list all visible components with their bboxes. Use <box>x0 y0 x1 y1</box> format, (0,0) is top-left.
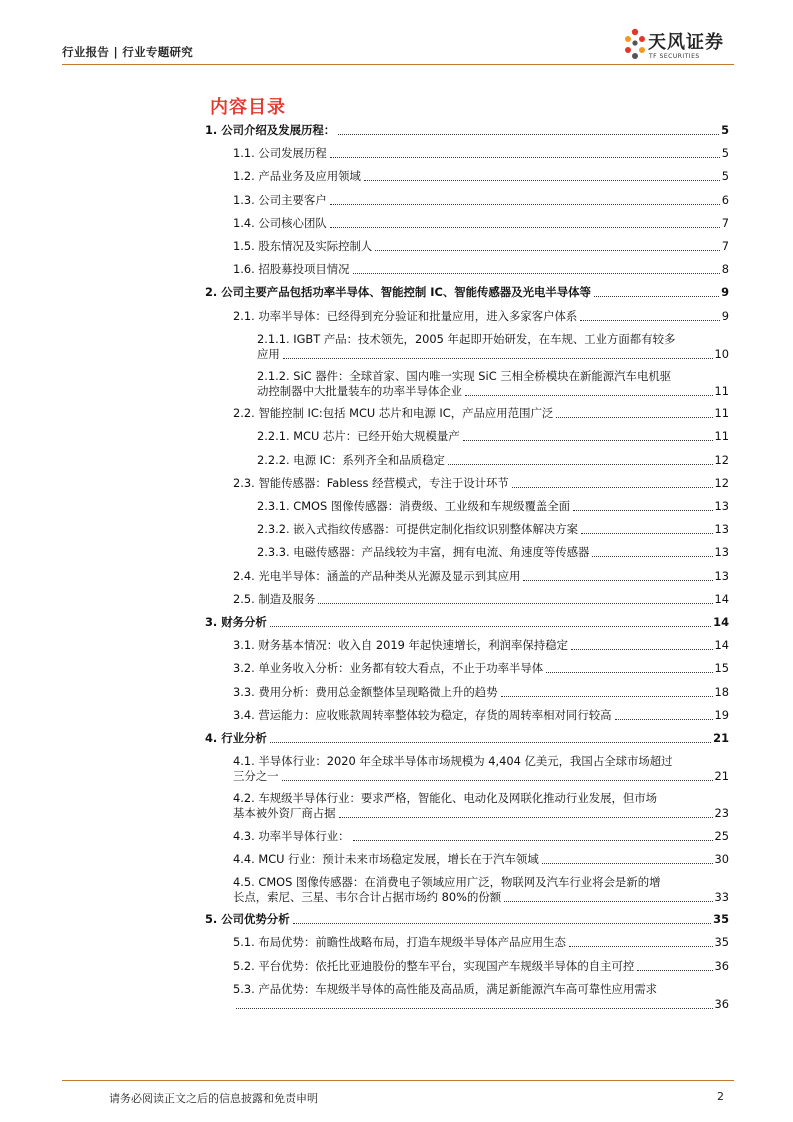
toc-leader-dots <box>573 510 712 511</box>
toc-leader-dots <box>330 204 720 205</box>
toc-entry-number: 2.3.2. <box>257 522 290 537</box>
toc-entry-text: CMOS 图像传感器：在消费电子领域应用广泛，物联网及汽车行业将会是新的增 <box>258 875 661 889</box>
toc-entry-number: 1.6. <box>233 262 255 277</box>
toc-leader-dots <box>283 358 713 359</box>
toc-entry-number: 2.2.2. <box>257 452 290 467</box>
toc-entry[interactable] <box>205 829 729 844</box>
toc-entry[interactable] <box>205 146 729 161</box>
toc-entry-number: 2.4. <box>233 568 255 583</box>
toc-entry-continuation: 长点，索尼、三星、韦尔合计占据市场约 80%的份额 <box>233 890 502 904</box>
toc-entry-number: 4.2. <box>233 791 255 806</box>
toc-entry-continuation: 应用 <box>257 346 280 361</box>
toc-entry-text: 公司优势分析 <box>221 912 290 927</box>
toc-entry[interactable] <box>205 545 729 560</box>
toc-leader-dots <box>581 533 712 534</box>
toc-entry-page: 14 <box>714 638 729 653</box>
toc-entry[interactable] <box>205 332 729 362</box>
toc-leader-dots <box>580 320 719 321</box>
toc-entry[interactable] <box>205 912 729 927</box>
toc-entry-number: 4.3. <box>233 828 255 843</box>
toc-leader-dots <box>512 487 713 488</box>
toc-entry[interactable] <box>205 522 729 537</box>
toc-entry-page: 5 <box>721 146 729 161</box>
toc-entry-continuation: 三分之一 <box>233 769 279 784</box>
toc-leader-dots <box>375 250 719 251</box>
toc-leader-dots <box>615 719 713 720</box>
toc-entry[interactable] <box>205 959 729 974</box>
toc-entry-page: 5 <box>721 123 729 137</box>
toc-entry-text: 行业分析 <box>221 731 267 745</box>
toc-entry-text: 功率半导体：已经得到充分验证和批量应用，进入多家客户体系 <box>258 308 578 323</box>
toc-entry-text: 光电半导体：涵盖的产品种类从光源及显示到其应用 <box>258 568 521 583</box>
toc-entry-text: 招股募投项目情况 <box>258 262 350 277</box>
toc-leader-dots <box>523 580 712 581</box>
toc-entry-text: 股东情况及实际控制人 <box>258 239 373 253</box>
toc-entry-number: 2.2.1. <box>257 429 290 444</box>
toc-entry-text: CMOS 图像传感器：消费级、工业级和车规级覆盖全面 <box>293 499 571 513</box>
toc-entry[interactable] <box>205 123 729 138</box>
toc-entry-text: MCU 行业：预计未来市场稳定发展，增长在于汽车领域 <box>258 851 539 866</box>
toc-entry-page: 5 <box>721 169 729 184</box>
toc-entry-text: 营运能力：应收账款周转率整体较为稳定，存货的周转率相对同行较高 <box>258 707 612 722</box>
footer-page-number: 2 <box>717 1090 724 1103</box>
toc-entry[interactable] <box>205 476 729 491</box>
toc-entry-page: 33 <box>714 890 729 904</box>
toc-entry-number: 2.1. <box>233 308 255 323</box>
toc-title: 内容目录 <box>210 97 286 118</box>
toc-entry-number: 2.5. <box>233 591 255 606</box>
company-logo <box>622 24 742 68</box>
toc-entry-page: 36 <box>714 958 729 973</box>
toc-entry-page: 14 <box>713 615 729 629</box>
toc-entry-page: 9 <box>721 285 729 300</box>
toc-leader-dots <box>546 672 712 673</box>
toc-entry-number: 5. <box>205 912 218 927</box>
toc-leader-dots <box>556 417 712 418</box>
toc-entry-page: 19 <box>714 707 729 722</box>
toc-leader-dots <box>465 395 712 396</box>
toc-entry-number: 1.5. <box>233 239 255 253</box>
toc-entry-text: 公司主要产品包括功率半导体、智能控制 IC、智能传感器及光电半导体等 <box>221 285 591 300</box>
toc-entry-number: 2.1.2. <box>257 369 290 383</box>
toc-entry[interactable] <box>205 708 729 723</box>
toc-entry-page: 13 <box>714 568 729 583</box>
toc-entry-text: 车规级半导体行业：要求严格，智能化、电动化及网联化推动行业发展，但市场 <box>258 791 658 806</box>
toc-entry[interactable] <box>205 754 729 784</box>
toc-entry-page: 13 <box>714 522 729 537</box>
toc-entry-text: 智能传感器：Fabless 经营模式，专注于设计环节 <box>258 475 509 490</box>
toc-entry-text: 智能控制 IC:包括 MCU 芯片和电源 IC，产品应用范围广泛 <box>258 406 554 421</box>
toc-entry-text: 电磁传感器：产品线较为丰富，拥有电流、角速度等传感器 <box>293 545 590 560</box>
toc-entry-text: 财务基本情况：收入自 2019 年起快速增长，利润率保持稳定 <box>258 638 568 653</box>
logo-chinese-name: 天风证券 <box>648 32 724 53</box>
toc-entry-text: 财务分析 <box>221 615 267 629</box>
toc-entry-page: 21 <box>713 731 729 745</box>
toc-entry[interactable] <box>205 935 729 950</box>
toc-entry[interactable] <box>205 685 729 700</box>
toc-leader-dots <box>571 649 713 650</box>
toc-entry-page: 10 <box>714 346 729 361</box>
toc-entry[interactable] <box>205 262 729 277</box>
toc-entry-text: 半导体行业：2020 年全球半导体市场规模为 4,404 亿美元，我国占全球市场超过 <box>258 754 673 769</box>
toc-entry-number: 3.3. <box>233 684 255 699</box>
toc-entry[interactable] <box>205 875 729 905</box>
toc-entry[interactable] <box>205 216 729 231</box>
toc-entry-number: 2.1.1. <box>257 331 290 346</box>
toc-entry-number: 3.4. <box>233 707 255 722</box>
toc-entry-page: 13 <box>714 545 729 560</box>
toc-entry[interactable] <box>205 592 729 607</box>
logo-flower-icon <box>622 26 648 66</box>
toc-entry-text: 平台优势：依托比亚迪股份的整车平台，实现国产车规级半导体的自主可控 <box>258 958 635 973</box>
toc-entry-number: 5.1. <box>233 935 255 950</box>
toc-entry[interactable] <box>205 615 729 630</box>
toc-leader-dots <box>463 440 713 441</box>
toc-entry[interactable] <box>205 239 729 254</box>
toc-leader-dots <box>338 134 719 135</box>
toc-entry-text: MCU 芯片：已经开始大规模量产 <box>293 429 460 444</box>
header-divider <box>62 64 734 65</box>
toc-entry-page: 15 <box>714 661 729 676</box>
toc-entry-text: 公司主要客户 <box>258 192 327 207</box>
toc-leader-dots <box>236 1008 713 1009</box>
toc-entry-number: 3. <box>205 615 218 629</box>
toc-entry[interactable] <box>205 791 729 821</box>
footer-disclaimer: 请务必阅读正文之后的信息披露和免责申明 <box>109 1092 318 1105</box>
toc-entry-continuation: 基本被外资厂商占据 <box>233 806 336 821</box>
toc-entry-text: 公司发展历程 <box>258 146 327 161</box>
toc-entry-text: 制造及服务 <box>258 591 316 606</box>
toc-leader-dots <box>270 742 711 743</box>
toc-entry[interactable] <box>205 193 729 208</box>
toc-leader-dots <box>501 696 713 697</box>
toc-entry-continuation: 动控制器中大批量装车的功率半导体企业 <box>257 384 463 398</box>
toc-entry-number: 3.1. <box>233 638 255 653</box>
toc-entry[interactable] <box>205 309 729 324</box>
toc-entry-page: 36 <box>714 996 729 1011</box>
toc-entry-text: 嵌入式指纹传感器：可提供定制化指纹识别整体解决方案 <box>293 522 579 537</box>
toc-entry-number: 4. <box>205 731 218 745</box>
toc-entry-text: 产品业务及应用领域 <box>258 169 361 184</box>
toc-entry[interactable] <box>205 429 729 444</box>
toc-entry-number: 2.3. <box>233 475 255 490</box>
toc-entry-page: 35 <box>714 935 729 950</box>
toc-leader-dots <box>594 296 719 297</box>
toc-entry-number: 4.4. <box>233 851 255 866</box>
toc-entry-number: 1. <box>205 123 218 137</box>
toc-entry[interactable] <box>205 638 729 653</box>
toc-entry-page: 11 <box>714 406 729 421</box>
toc-leader-dots <box>542 863 713 864</box>
toc-entry[interactable] <box>205 406 729 421</box>
toc-entry-text: SiC 器件：全球首家、国内唯一实现 SiC 三相全桥模块在新能源汽车电机驱 <box>293 369 672 383</box>
toc-entry-text: 功率半导体行业： <box>258 828 350 843</box>
toc-entry[interactable] <box>205 499 729 514</box>
toc-entry-number: 1.1. <box>233 146 255 161</box>
toc-entry-page: 9 <box>721 308 729 323</box>
toc-entry-number: 4.1. <box>233 754 255 769</box>
toc-entry-number: 1.4. <box>233 215 255 230</box>
toc-entry-number: 1.2. <box>233 169 255 184</box>
toc-entry-page: 8 <box>721 262 729 277</box>
toc-entry[interactable] <box>205 369 729 399</box>
toc-entry-number: 5.3. <box>233 981 255 996</box>
logo-english-name: TF SECURITIES <box>649 53 700 60</box>
toc-entry[interactable] <box>205 731 729 746</box>
toc-entry[interactable] <box>205 852 729 867</box>
toc-entry-page: 14 <box>714 591 729 606</box>
toc-entry-page: 18 <box>714 684 729 699</box>
toc-entry-text: IGBT 产品：技术领先，2005 年起即开始研发，在车规、工业方面都有较多 <box>293 331 676 346</box>
toc-entry-page: 12 <box>714 475 729 490</box>
toc-entry-page: 30 <box>714 851 729 866</box>
toc-entry-page: 35 <box>713 912 729 927</box>
toc-entry[interactable] <box>205 982 729 1012</box>
toc-entry-number: 2. <box>205 285 218 300</box>
toc-entry-text: 产品优势：车规级半导体的高性能及高品质，满足新能源汽车高可靠性应用需求 <box>258 981 658 996</box>
toc-entry-text: 单业务收入分析：业务都有较大看点，不止于功率半导体 <box>258 661 544 676</box>
toc-entry-text: 布局优势：前瞻性战略布局，打造车规级半导体产品应用生态 <box>258 935 566 950</box>
toc-leader-dots <box>364 180 720 181</box>
toc-leader-dots <box>637 970 712 971</box>
toc-leader-dots <box>592 556 712 557</box>
toc-entry-number: 4.5. <box>233 875 255 889</box>
toc-leader-dots <box>353 273 720 274</box>
toc-entry-page: 21 <box>714 769 729 784</box>
toc-entry[interactable] <box>205 169 729 184</box>
toc-entry-page: 23 <box>714 806 729 821</box>
toc-entry-page: 7 <box>721 239 729 253</box>
toc-leader-dots <box>282 780 713 781</box>
toc-entry-page: 6 <box>721 192 729 207</box>
toc-entry-page: 13 <box>714 499 729 513</box>
toc-entry-number: 3.2. <box>233 661 255 676</box>
toc-entry[interactable] <box>205 285 729 300</box>
toc-entry-page: 25 <box>714 828 729 843</box>
toc-entry-page: 11 <box>714 384 729 398</box>
toc-entry-text: 公司介绍及发展历程： <box>221 123 336 137</box>
toc-leader-dots <box>504 901 712 902</box>
toc-entry-page: 12 <box>714 452 729 467</box>
toc-entry-number: 2.2. <box>233 406 255 421</box>
toc-leader-dots <box>353 840 713 841</box>
footer-divider <box>62 1080 734 1081</box>
toc-leader-dots <box>330 227 720 228</box>
toc-entry-text: 电源 IC：系列齐全和品质稳定 <box>293 452 445 467</box>
toc-entry-number: 1.3. <box>233 192 255 207</box>
toc-entry-page: 11 <box>714 429 729 444</box>
toc-leader-dots <box>330 157 720 158</box>
toc-entry[interactable] <box>205 453 729 468</box>
toc-leader-dots <box>448 464 713 465</box>
toc-leader-dots <box>339 817 713 818</box>
toc-entry-number: 2.3.3. <box>257 545 290 560</box>
toc-entry-number: 2.3.1. <box>257 499 290 513</box>
toc-entry-number: 5.2. <box>233 958 255 973</box>
toc-entry-text: 费用分析：费用总金额整体呈现略微上升的趋势 <box>258 684 498 699</box>
toc-leader-dots <box>270 626 711 627</box>
toc-entry[interactable] <box>205 569 729 584</box>
toc-entry-page: 7 <box>721 215 729 230</box>
report-header: 行业报告 | 行业专题研究 <box>62 45 194 59</box>
toc-entry[interactable] <box>205 661 729 676</box>
toc-leader-dots <box>569 946 713 947</box>
toc-leader-dots <box>318 603 712 604</box>
toc-entry-text: 公司核心团队 <box>258 215 327 230</box>
toc-leader-dots <box>293 923 712 924</box>
